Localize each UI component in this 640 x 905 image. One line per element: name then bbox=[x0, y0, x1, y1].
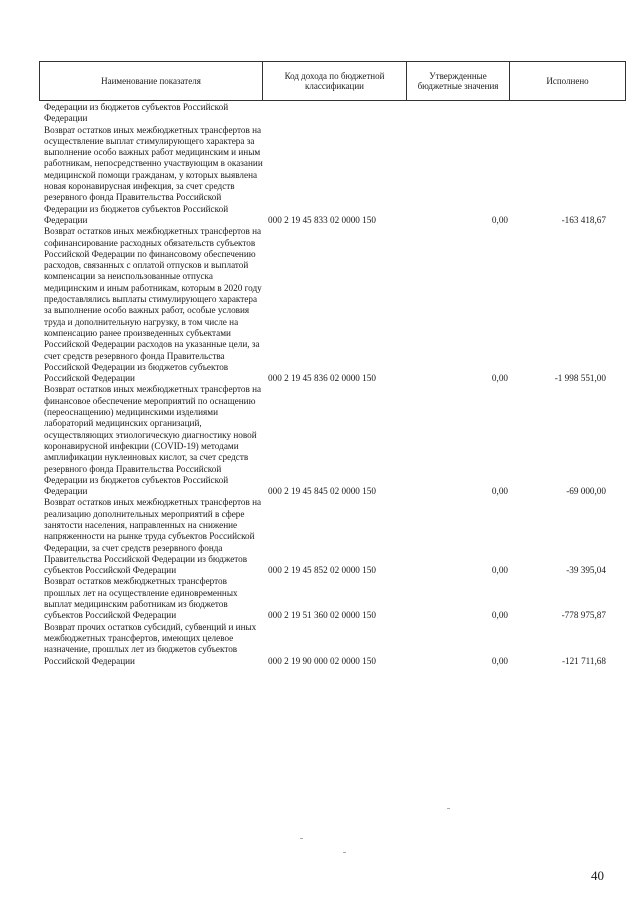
row-approved: 0,00 bbox=[491, 565, 508, 576]
header-divider bbox=[262, 61, 263, 101]
row-code: 000 2 19 45 836 02 0000 150 bbox=[268, 373, 376, 384]
row-code: 000 2 19 45 833 02 0000 150 bbox=[268, 214, 376, 225]
table-row bbox=[40, 226, 624, 384]
row-executed: -121 711,68 bbox=[561, 655, 606, 666]
row-approved: 0,00 bbox=[491, 610, 508, 621]
scan-speck bbox=[343, 852, 346, 853]
row-name: Возврат остатков межбюджетных трансфертов прошлых лет на осуществление единовременных выплат медицинским работникам из бюджетов субъектов Российской Федерации bbox=[44, 576, 238, 621]
row-name: Возврат остатков иных межбюджетных трансфертов на осуществление выплат стимулирующего характера за выполнение особо важных работ медицинским и иным работникам, непосредственно участвующим в оказании медицинской помощи гражданам, у которых выявлена новая коронавирусная инфекция, за счет средств резервного фонда Правительства Российской Федерации из бюджетов субъектов Российской Федерации bbox=[44, 124, 263, 225]
row-executed: -39 395,04 bbox=[566, 565, 606, 576]
row-code: 000 2 19 45 845 02 0000 150 bbox=[268, 486, 376, 497]
row-executed: -778 975,87 bbox=[561, 610, 606, 621]
row-name: Возврат прочих остатков субсидий, субвенций и иных межбюджетных трансфертов, имеющих целевое назначение, прошлых лет из бюджетов субъектов Российской Федерации bbox=[44, 621, 257, 666]
row-code: 000 2 19 51 360 02 0000 150 bbox=[268, 610, 376, 621]
row-name: Возврат остатков иных межбюджетных трансфертов на финансовое обеспечение мероприятий по оснащению (переоснащению) медицинскими изделиями лабораторий медицинских организаций, осуществляющих этиологическую диагностику новой коронавирусной инфекции (COVID-19) методами амплификации нуклеиновых кислот, за счет средств резервного фонда Правительства Российской Федерации из бюджетов субъектов Российской Федерации bbox=[44, 384, 262, 497]
row-approved: 0,00 bbox=[491, 373, 508, 384]
row-approved: 0,00 bbox=[491, 214, 508, 225]
row-name: Возврат остатков иных межбюджетных трансфертов на реализацию дополнительных мероприятий в сфере занятости населения, направленных на снижение напряженности на рынке труда субъектов Российской Федерации, за счет средств резервного фонда Правительства Российской Федерации из бюджетов субъектов Российской Федерации bbox=[44, 497, 262, 576]
header-code: Код дохода по бюджетной классификации bbox=[284, 71, 385, 91]
row-approved: 0,00 bbox=[491, 655, 508, 666]
row-executed: -1 998 551,00 bbox=[554, 373, 606, 384]
header-divider bbox=[406, 61, 407, 101]
table-row bbox=[40, 497, 624, 576]
scan-speck bbox=[300, 838, 303, 839]
table-body bbox=[40, 102, 624, 667]
scan-speck bbox=[447, 808, 450, 809]
header-name: Наименование показателя bbox=[101, 76, 201, 86]
header-executed: Исполнено bbox=[546, 76, 589, 86]
row-name: Федерации из бюджетов субъектов Российской Федерации bbox=[44, 102, 229, 124]
row-code: 000 2 19 90 000 02 0000 150 bbox=[268, 655, 376, 666]
row-name: Возврат остатков иных межбюджетных трансфертов на софинансирование расходных обязательств субъектов Российской Федерации по финансовому обеспечению расходов, связанных с оплатой отпусков и выплатой компенсации за неиспользованные отпуска медицинским и иным работникам, которым в 2020 году предоставлялись выплаты стимулирующего характера за выполнение особо важных работ, особые условия труда и дополнительную нагрузку, в том числе на компенсацию ранее произведенных субъектами Российской Федерации расходов на указанные цели, за счет средств резервного фонда Правительства Российской Федерации из бюджетов субъектов Российской Федерации bbox=[44, 226, 262, 384]
row-approved: 0,00 bbox=[491, 486, 508, 497]
table-header bbox=[39, 61, 626, 101]
table-row bbox=[40, 125, 624, 227]
page-number: 40 bbox=[591, 868, 604, 883]
table-row bbox=[40, 102, 624, 125]
header-divider bbox=[509, 61, 510, 101]
table-row bbox=[40, 576, 624, 621]
header-approved: Утвержденные бюджетные значения bbox=[417, 71, 499, 91]
table-row bbox=[40, 622, 624, 667]
row-code: 000 2 19 45 852 02 0000 150 bbox=[268, 565, 376, 576]
row-executed: -69 000,00 bbox=[566, 486, 606, 497]
row-executed: -163 418,67 bbox=[561, 214, 606, 225]
table-row bbox=[40, 384, 624, 497]
